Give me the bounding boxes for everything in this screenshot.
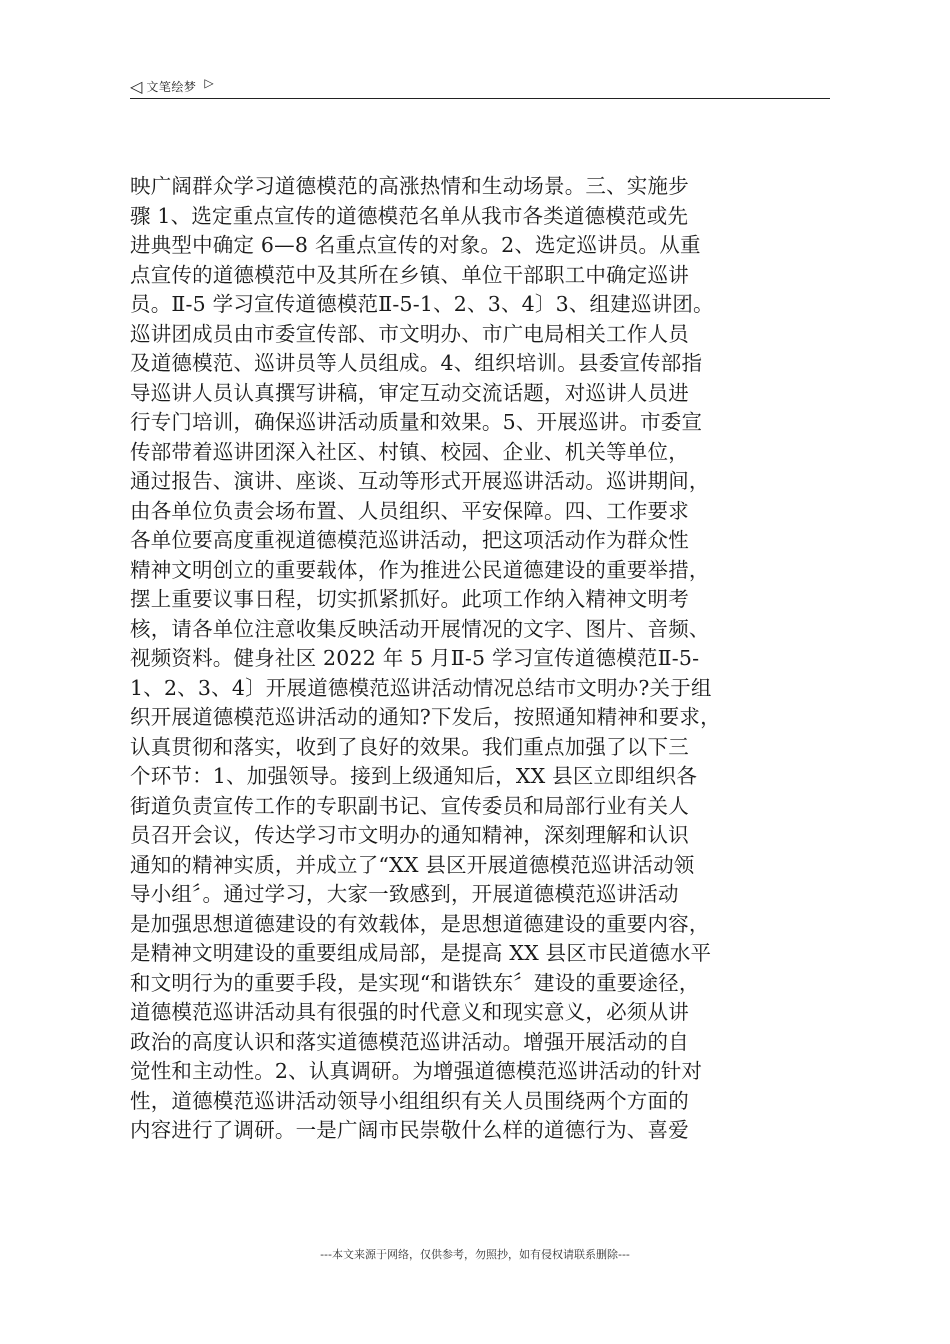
page-footer: ---本文来源于网络，仅供参考，勿照抄，如有侵权请联系删除--- — [320, 1248, 630, 1261]
body-text-line: 1、2、3、4〕开展道德模范巡讲活动情况总结市文明办?关于组 — [130, 675, 712, 700]
body-text-line: 员。Ⅱ-5 学习宣传道德模范Ⅱ-5-1、2、3、4〕3、组建巡讲团。 — [130, 292, 714, 316]
body-text-line: 巡讲团成员由市委宣传部、市文明办、市广电局相关工作人员 — [130, 321, 689, 346]
body-text-line: 由各单位负责会场布置、人员组织、平安保障。四、工作要求 — [130, 498, 689, 523]
body-text-line: 导巡讲人员认真撰写讲稿，审定互动交流话题，对巡讲人员进 — [130, 380, 689, 405]
body-text-line: 进典型中确定 6—8 名重点宣传的对象。2、选定巡讲员。从重 — [130, 233, 701, 257]
body-text-line: 织开展道德模范巡讲活动的通知?下发后，按照通知精神和要求， — [130, 705, 721, 729]
body-text-line: 通过报告、演讲、座谈、互动等形式开展巡讲活动。巡讲期间， — [130, 469, 710, 493]
body-text-line: 各单位要高度重视道德模范巡讲活动，把这项活动作为群众性 — [130, 528, 689, 552]
body-text-line: 导小组〞。通过学习，大家一致感到，开展道德模范巡讲活动 — [130, 882, 679, 906]
page-header — [130, 74, 830, 98]
body-text-line: 是加强思想道德建设的有效载体，是思想道德建设的重要内容， — [130, 911, 710, 936]
body-text-line: 映广阔群众学习道德模范的高涨热情和生动场景。三、实施步 — [130, 174, 689, 198]
body-text-line: 街道负责宣传工作的专职副书记、宣传委员和局部行业有关人 — [130, 793, 689, 818]
triangle-right-icon: ▷ — [204, 76, 214, 90]
body-text-line: 和文明行为的重要手段，是实现“和谐铁东〞建设的重要途径， — [130, 970, 700, 995]
body-text-line: 政治的高度认识和落实道德模范巡讲活动。增强开展活动的自 — [130, 1029, 689, 1054]
body-text-line: 内容进行了调研。一是广阔市民崇敬什么样的道德行为、喜爱 — [130, 1118, 689, 1142]
body-text-line: 性，道德模范巡讲活动领导小组组织有关人员围绕两个方面的 — [130, 1088, 689, 1113]
body-text-line: 认真贯彻和落实，收到了良好的效果。我们重点加强了以下三 — [130, 734, 689, 759]
body-text-line: 传部带着巡讲团深入社区、村镇、校园、企业、机关等单位， — [130, 439, 689, 464]
body-text-line: 骤 1、选定重点宣传的道德模范名单从我市各类道德模范或先 — [130, 203, 689, 228]
body-text-line: 及道德模范、巡讲员等人员组成。4、组织培训。县委宣传部指 — [130, 351, 703, 375]
body-text-line: 精神文明创立的重要载体，作为推进公民道德建设的重要举措， — [130, 557, 710, 582]
body-text-line: 点宣传的道德模范中及其所在乡镇、单位干部职工中确定巡讲 — [130, 262, 689, 287]
body-text-line: 觉性和主动性。2、认真调研。为增强道德模范巡讲活动的针对 — [130, 1059, 703, 1083]
body-text-line: 核，请各单位注意收集反映活动开展情况的文字、图片、音频、 — [130, 616, 710, 641]
body-text-line: 道德模范巡讲活动具有很强的时代意义和现实意义，必须从讲 — [130, 1000, 689, 1024]
body-text-line: 是精神文明建设的重要组成局部，是提高 XX 县区市民道德水平 — [130, 941, 712, 965]
body-text-line: 个环节：1、加强领导。接到上级通知后，XX 县区立即组织各 — [130, 764, 698, 788]
header-divider — [130, 98, 830, 99]
body-text-line: 通知的精神实质，并成立了“XX 县区开展道德模范巡讲活动领 — [130, 852, 695, 877]
header-brand: 文笔绘梦 — [146, 79, 197, 94]
body-text-line: 行专门培训，确保巡讲活动质量和效果。5、开展巡讲。市委宣 — [130, 410, 703, 434]
body-text-line: 摆上重要议事日程，切实抓紧抓好。此项工作纳入精神文明考 — [130, 587, 689, 611]
body-text-line: 视频资料。健身社区 2022 年 5 月Ⅱ-5 学习宣传道德模范Ⅱ-5- — [130, 646, 700, 670]
triangle-left-icon: ◁ — [130, 76, 143, 96]
document-body — [130, 172, 842, 1146]
body-text-line: 员召开会议，传达学习市文明办的通知精神，深刻理解和认识 — [130, 823, 689, 847]
